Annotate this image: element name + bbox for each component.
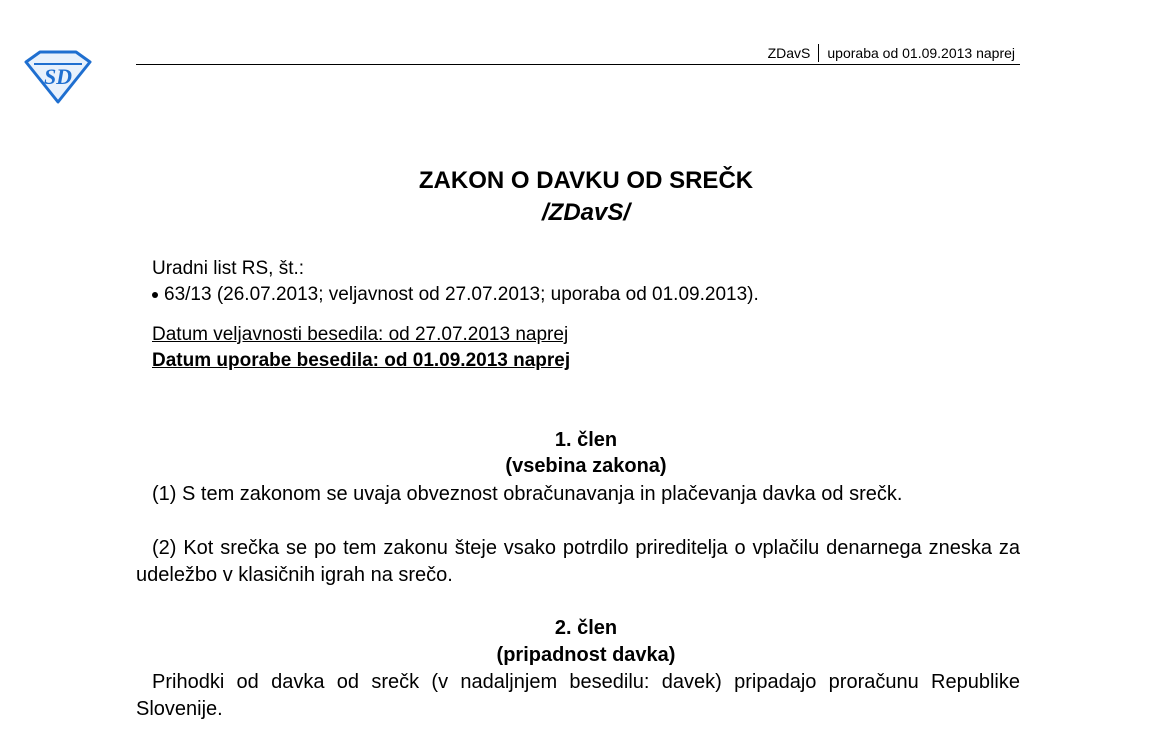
document-abbreviation: /ZDavS/ (541, 199, 631, 226)
document-title: ZAKON O DAVKU OD SREČK (418, 167, 754, 194)
running-header (768, 44, 1015, 62)
bullet-icon (152, 292, 158, 298)
validity-date: Datum veljavnosti besedila: od 27.07.2013 naprej (152, 324, 569, 345)
dates-block (152, 322, 570, 374)
article-2-title: (pripadnost davka) (496, 644, 676, 666)
usage-date: Datum uporabe besedila: od 01.09.2013 naprej (152, 350, 571, 371)
gazette-entry-row (152, 282, 759, 308)
article-1-paragraph-2: (2) Kot srečka se po tem zakonu šteje vsako potrdilo prireditelja o vplačilu denarnega zneska za udeležbo v klasičnih igrah na srečo. (136, 537, 1020, 586)
svg-text:SD: SD (43, 64, 73, 89)
header-abbr: ZDavS (767, 45, 811, 61)
sd-shield-logo-icon (22, 48, 94, 104)
header-separator (818, 44, 819, 62)
article-2-paragraph-1: Prihodki od davka od srečk (v nadaljnjem besedilu: davek) pripadajo proračunu Republike Slovenije. (136, 671, 1020, 720)
gazette-label: Uradni list RS, št.: (152, 258, 305, 279)
header-usage: uporaba od 01.09.2013 naprej (827, 45, 1015, 61)
header-rule (136, 64, 1020, 65)
article-1-paragraph-1: (1) S tem zakonom se uvaja obveznost obračunavanja in plačevanja davka od srečk. (152, 483, 903, 505)
article-2-number: 2. člen (554, 617, 618, 639)
gazette-info (152, 256, 759, 308)
gazette-entry: 63/13 (26.07.2013; veljavnost od 27.07.2013; uporaba od 01.09.2013). (164, 284, 759, 305)
article-1-title: (vsebina zakona) (505, 455, 667, 477)
article-1-number: 1. člen (554, 429, 618, 451)
